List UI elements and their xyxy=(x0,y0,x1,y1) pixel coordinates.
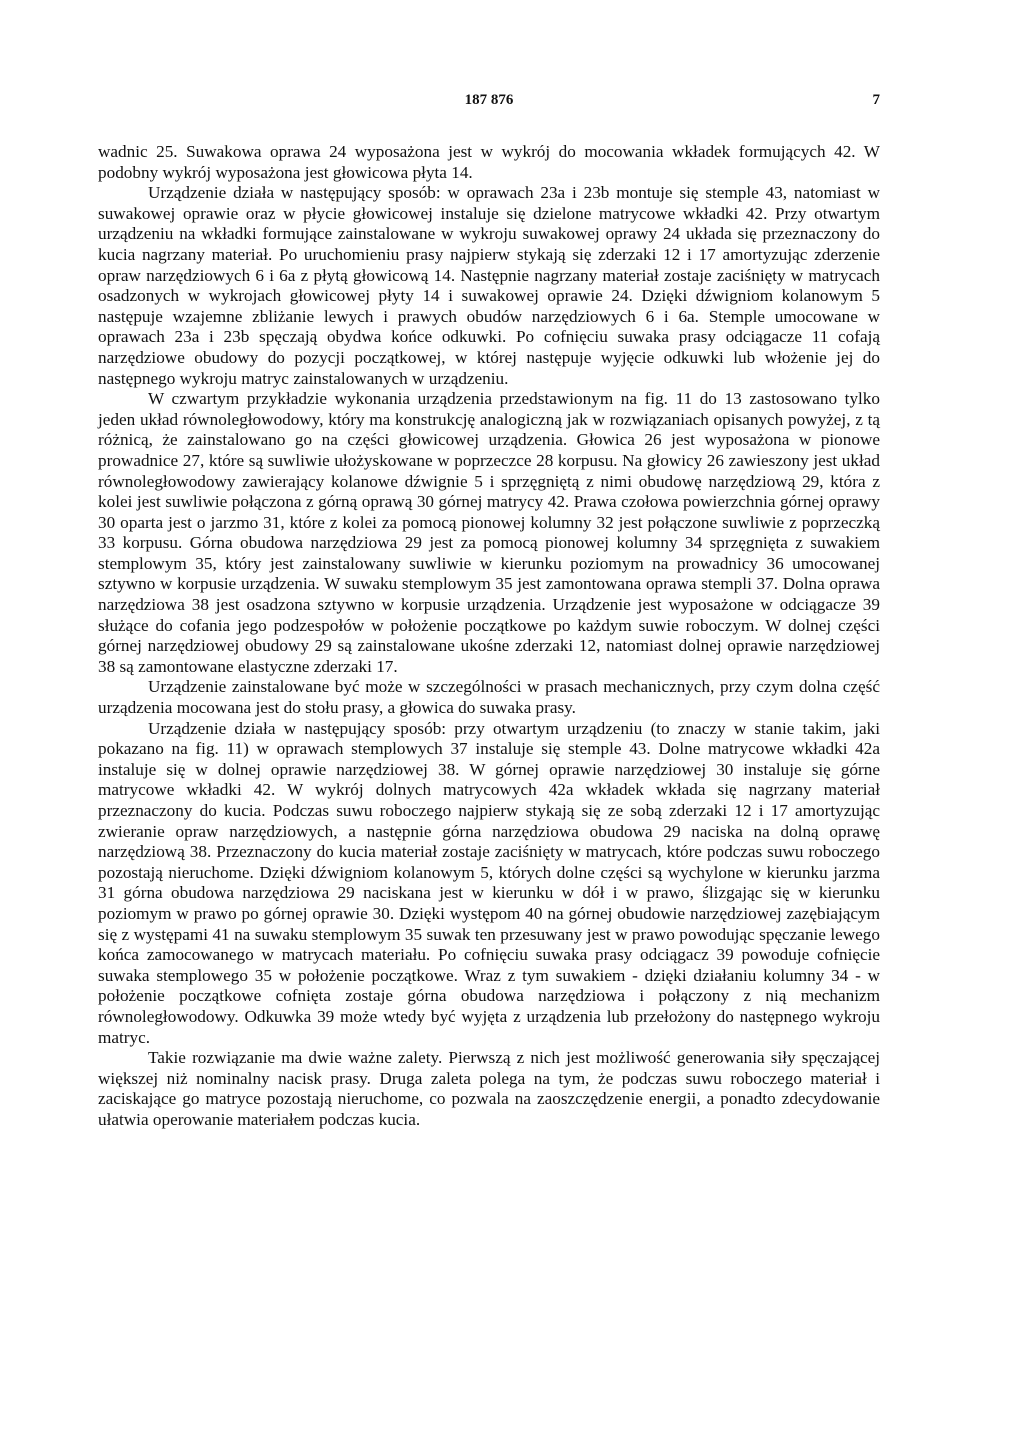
paragraph-operation-first: Urządzenie działa w następujący sposób: w oprawach 23a i 23b montuje się stemple 43, natomiast w suwakowej oprawie oraz w płycie głowicowej instaluje się dzielone matrycowe wkładki 42. Przy otwartym urządzeniu na wkładki formujące zainstalowane w wykroju suwakowej oprawy 24 układa się przeznaczony do kucia nagrzany materiał. Po uruchomieniu prasy najpierw stykają się zderzaki 12 i 17 amortyzując zderzenie opraw narzędziowych 6 i 6a z płytą głowicową 14. Następnie nagrzany materiał zostaje zaciśnięty w matrycach osadzonych w wykrojach głowicowej płyty 14 i suwakowej oprawie 24. Dzięki dźwigniom kolanowym 5 następuje wzajemne zbliżanie lewych i prawych obudów narzędziowych 6 i 6a. Stemple umocowane w oprawach 23a i 23b spęczają obydwa końce odkuwki. Po cofnięciu suwaka prasy odciągacze 11 cofają narzędziowe obudowy do pozycji początkowej, w której następuje wyjęcie odkuwki lub włożenie jej do następnego wykroju matryc zainstalowanych w urządzeniu. xyxy=(98,183,880,388)
patent-number: 187 876 xyxy=(464,92,514,108)
paragraph-continuation: wadnic 25. Suwakowa oprawa 24 wyposażona jest w wykrój do mocowania wkładek formujących 42. W podobny wykrój wyposażona jest głowicowa płyta 14. xyxy=(98,142,880,182)
paragraph-operation-second: Urządzenie działa w następujący sposób: przy otwartym urządzeniu (to znaczy w stanie takim, jaki pokazano na fig. 11) w oprawach stemplowych 37 instaluje się stemple 43. Dolne matrycowe wkładki 42a instaluje się w dolnej oprawie narzędziowej 38. W górnej oprawie narzędziowej 30 instaluje się górne matrycowe wkładki 42. W wykrój dolnych matrycowych 42a wkładek wkłada się nagrzany materiał przeznaczony do kucia. Podczas suwu roboczego najpierw stykają się ze sobą zderzaki 12 i 17 amortyzując zwieranie opraw narzędziowych, a następnie górna narzędziowa obudowa 29 naciska na dolną oprawę narzędziową 38. Przeznaczony do kucia materiał zostaje zaciśnięty w matrycach, które podczas suwu roboczego pozostają nieruchome. Dzięki dźwigniom kolanowym 5, których dolne części są wychylone w kierunku jarzma 31 górna obudowa narzędziowa 29 naciskana jest w kierunku w dół i w prawo, ślizgając się w kierunku poziomym w prawo po górnej oprawie 30. Dzięki występom 40 na górnej obudowie narzędziowej zazębiającym się z występami 41 na suwaku stemplowym 35 suwak ten przesuwany jest w prawo powodując spęczanie lewego końca zamocowanego w matrycach materiału. Po cofnięciu suwaka prasy odciągacz 39 powoduje cofnięcie suwaka stemplowego 35 w położenie początkowe. Wraz z tym suwakiem - dzięki działaniu kolumny 34 - w położenie początkowe cofnięta zostaje górna obudowa narzędziowa i połączony z nią mechanizm równoległowodowy. Odkuwka 39 może wtedy być wyjęta z urządzenia lub przełożony do następnego wykroju matryc. xyxy=(98,718,880,1047)
paragraph-fourth-embodiment: W czwartym przykładzie wykonania urządzenia przedstawionym na fig. 11 do 13 zastosowano tylko jeden układ równoległowodowy, który ma konstrukcję analogiczną jak w rozwiązaniach opisanych powyżej, z tą różnicą, że zainstalowano go na części głowicowej urządzenia. Głowica 26 jest wyposażona w pionowe prowadnice 27, które są suwliwie ułożyskowane w poprzeczce 28 korpusu. Na głowicy 26 zawieszony jest układ równoległowodowy zawierający kolanowe dźwignie 5 i sprzęgniętą z nimi obudowę narzędziową 29, która z kolei jest suwliwie połączona z górną oprawą 30 górnej matrycy 42. Prawa czołowa powierzchnia górnej oprawy 30 oparta jest o jarzmo 31, które z kolei za pomocą pionowej kolumny 32 jest połączone suwliwie z poprzeczką 33 korpusu. Górna obudowa narzędziowa 29 jest za pomocą pionowej kolumny 34 sprzęgnięta z suwakiem stemplowym 35, który jest zainstalowany suwliwie w kierunku poziomym na prowadnicy 36 umocowanej sztywno w korpusie urządzenia. W suwaku stemplowym 35 jest zamontowana oprawa stempli 37. Dolna oprawa narzędziowa 38 jest osadzona sztywno w korpusie urządzenia. Urządzenie jest wyposażone w odciągacze 39 służące do cofania jego podzespołów w położenie początkowe po każdym suwie roboczym. W dolnej części górnej narzędziowej obudowy 29 są zainstalowane ukośne zderzaki 12, natomiast dolnej oprawie narzędziowej 38 są zamontowane elastyczne zderzaki 17. xyxy=(98,389,880,676)
paragraph-installation: Urządzenie zainstalowane być może w szczególności w prasach mechanicznych, przy czym dolna część urządzenia mocowana jest do stołu prasy, a głowica do suwaka prasy. xyxy=(98,677,880,718)
page-number: 7 xyxy=(872,92,880,108)
paragraph-advantages: Takie rozwiązanie ma dwie ważne zalety. Pierwszą z nich jest możliwość generowania siły spęczającej większej niż nominalny nacisk prasy. Druga zaleta polega na tym, że podczas suwu roboczego materiał i zaciskające go matryce pozostają nieruchome, co pozwala na zaoszczędzenie energii, a ponadto zdecydowanie ułatwia operowanie materiałem podczas kucia. xyxy=(98,1048,880,1129)
document-body xyxy=(98,142,880,1131)
page-header xyxy=(98,92,880,114)
